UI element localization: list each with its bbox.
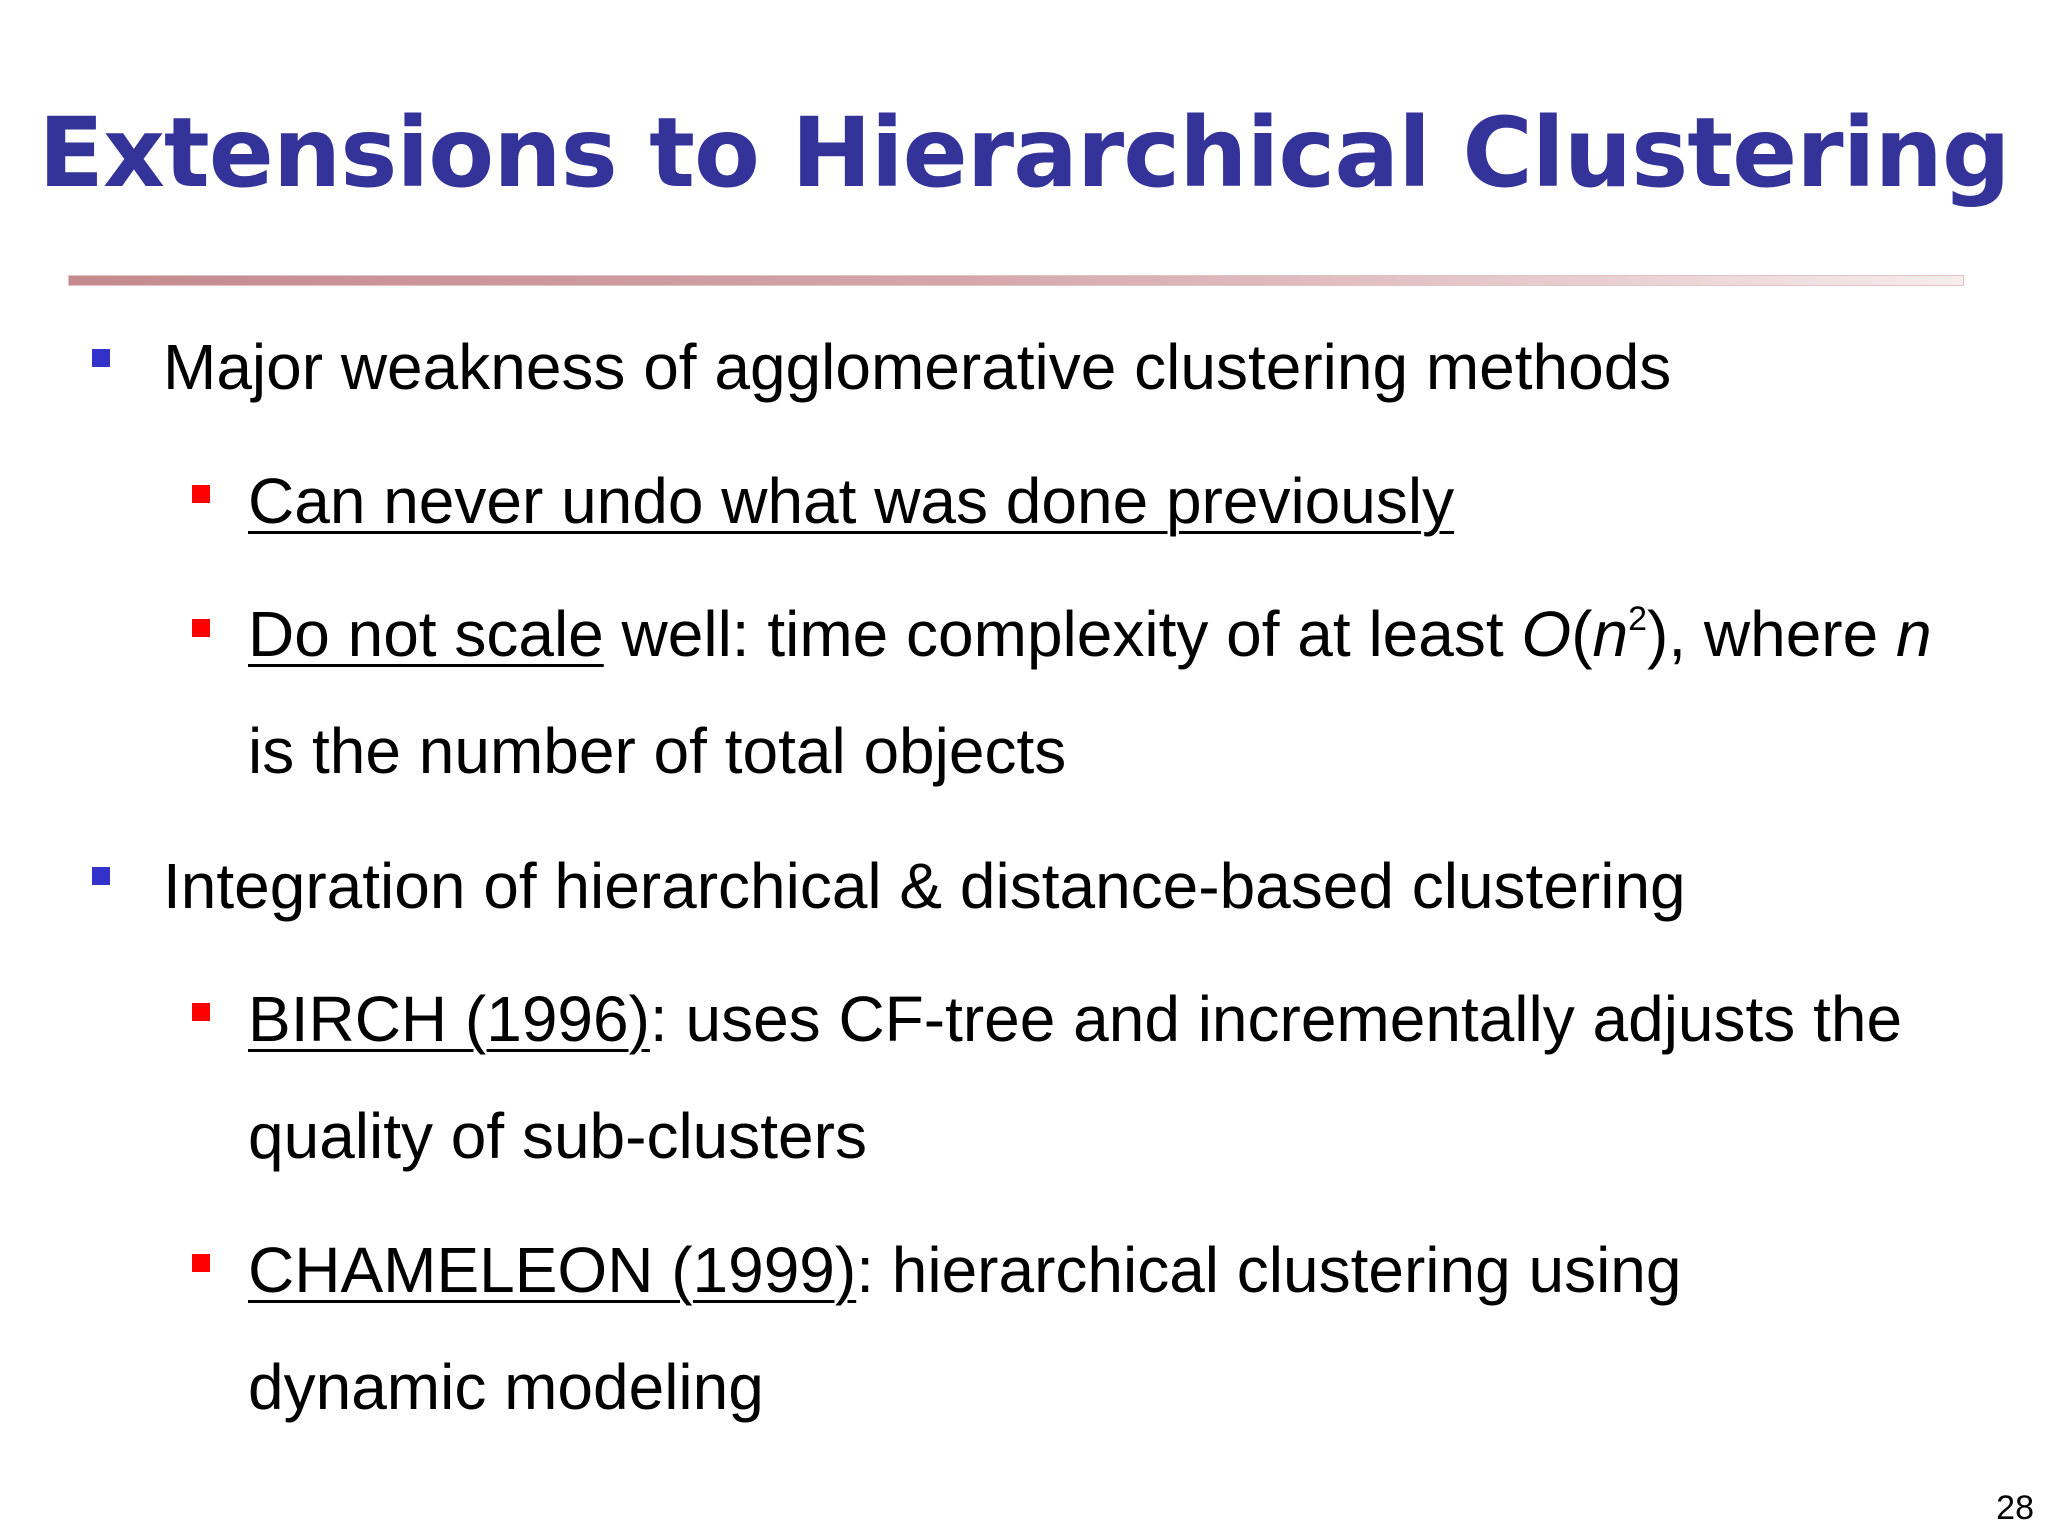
bullet-square-icon bbox=[192, 1254, 210, 1272]
chameleon-text: : hierarchical clustering using bbox=[856, 1234, 1682, 1306]
exponent: 2 bbox=[1628, 600, 1648, 638]
do-not-scale-link[interactable]: Do not scale bbox=[248, 598, 604, 670]
bullet-scale bbox=[248, 594, 1932, 674]
slide-title: Extensions to Hierarchical Clustering bbox=[38, 97, 2010, 209]
birch-link[interactable]: BIRCH (1996) bbox=[248, 983, 650, 1055]
paren-open: ( bbox=[1571, 598, 1593, 670]
undo-link[interactable]: Can never undo what was done previously bbox=[248, 465, 1455, 537]
bullet-chameleon bbox=[248, 1230, 1681, 1310]
birch-text: : uses CF-tree and incrementally adjusts the bbox=[649, 983, 1903, 1055]
bullet-birch bbox=[248, 979, 1902, 1059]
n-variable-2: n bbox=[1895, 598, 1932, 670]
bullet-birch-line2: quality of sub-clusters bbox=[248, 1100, 867, 1172]
bullet-undo bbox=[248, 461, 1454, 541]
bullet-square-icon bbox=[192, 619, 210, 637]
bullet-square-icon bbox=[192, 1003, 210, 1021]
bullet-square-icon bbox=[92, 867, 110, 885]
bullet-chameleon-line2: dynamic modeling bbox=[248, 1351, 764, 1423]
bullet-square-icon bbox=[192, 485, 210, 503]
bullet-scale-line2: is the number of total objects bbox=[248, 715, 1067, 787]
big-o: O bbox=[1521, 598, 1572, 670]
page-number: 28 bbox=[1996, 1489, 2034, 1527]
n-variable: n bbox=[1592, 598, 1629, 670]
bullet-major-weakness: Major weakness of agglomerative clustering methods bbox=[163, 331, 1672, 403]
scale-text-1: well: time complexity of at least bbox=[603, 598, 1522, 670]
scale-text-2: ), where bbox=[1647, 598, 1896, 670]
bullet-integration: Integration of hierarchical & distance-based clustering bbox=[163, 850, 1686, 922]
chameleon-link[interactable]: CHAMELEON (1999) bbox=[248, 1234, 857, 1306]
bullet-square-icon bbox=[92, 349, 110, 367]
title-divider bbox=[68, 275, 1964, 286]
